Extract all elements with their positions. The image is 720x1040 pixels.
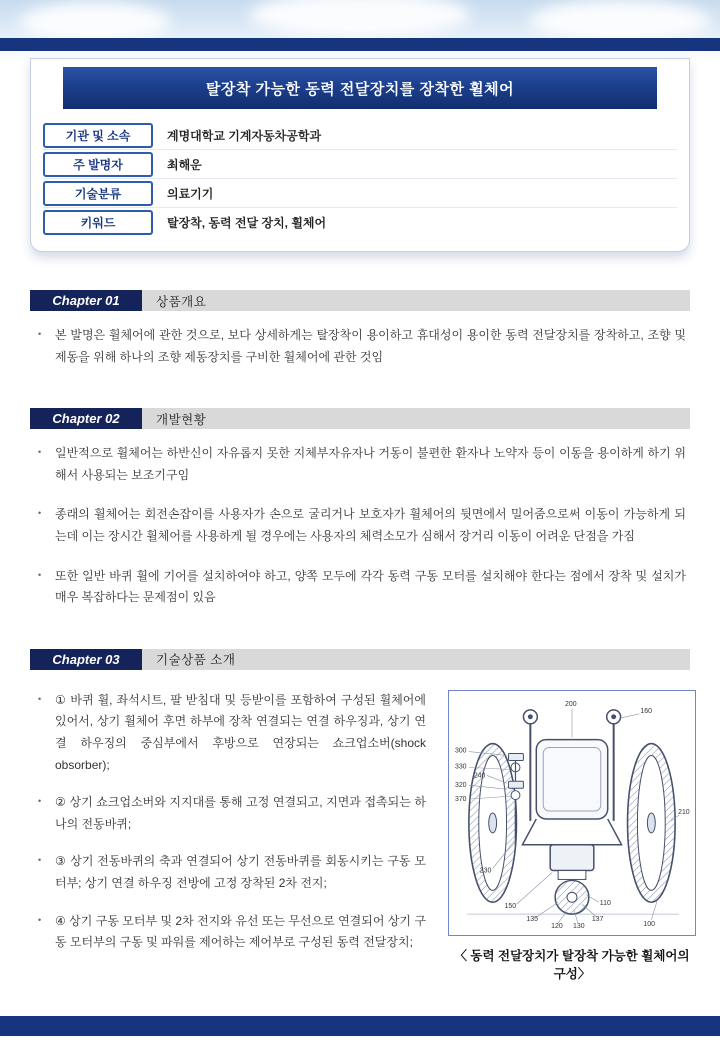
info-table bbox=[31, 109, 689, 237]
figure-ref-label: 240 bbox=[473, 772, 486, 780]
figure-ref-label: 300 bbox=[454, 747, 467, 755]
chapter-03-tag: Chapter 03 bbox=[30, 649, 142, 670]
chapter-02-title: 개발현황 bbox=[142, 408, 690, 429]
patent-drawing bbox=[448, 690, 696, 936]
chapter-02-bullet-2: • 종래의 휠체어는 회전손잡이를 사용자가 손으로 굴리거나 보호자가 휠체어의 뒷면에서 밀어줌으로써 이동이 가능하게 되는데 이는 장시간 휠체어를 사용하게 될 경우에는 사용자의 체력소모가 심해서 장거리 이동이 어려운 단점을 가짐 bbox=[38, 504, 686, 547]
bullet-icon: • bbox=[38, 329, 42, 339]
figure-ref-label: 120 bbox=[551, 922, 563, 930]
chapter-01-bullet-1: • 본 발명은 휠체어에 관한 것으로, 보다 상세하게는 탈장착이 용이하고 휴대성이 용이한 동력 전달장치를 장착하고, 조향 및 제동을 위해 하나의 조향 제동장치를 구비한 휠체어에 관한 것임 bbox=[38, 325, 686, 368]
wheelchair-diagram bbox=[452, 694, 692, 932]
figure-ref-label: 130 bbox=[572, 922, 585, 930]
info-value-inventor: 최해운 bbox=[167, 157, 202, 172]
chapter-01-header bbox=[30, 290, 690, 311]
figure-ref-label: 150 bbox=[504, 902, 517, 910]
info-value-keywords: 탈장착, 동력 전달 장치, 휠체어 bbox=[167, 216, 327, 230]
page-title: 탈장착 가능한 동력 전달장치를 장착한 휠체어 bbox=[63, 67, 657, 109]
figure-ref-label: 320 bbox=[454, 781, 467, 789]
chapter-02-header bbox=[30, 408, 690, 429]
chapter-02-bullet-1: • 일반적으로 휠체어는 하반신이 자유롭지 못한 지체부자유자나 거동이 불편한 환자나 노약자 등이 이동을 용이하게 하기 위해서 사용되는 보조기구임 bbox=[38, 443, 686, 486]
info-label-keywords: 키워드 bbox=[43, 210, 153, 235]
info-row-category bbox=[43, 179, 677, 208]
figure-ref-label: 370 bbox=[454, 795, 467, 803]
chapter-03-bullet-1: • ① 바퀴 휠, 좌석시트, 팔 받침대 및 등받이를 포함하여 구성된 휠체어에 있어서, 상기 휠체어 후면 하부에 장착 연결되는 연결 하우징과, 상기 연결 하우징의 중심부에서 후방으로 연장되는 쇼크업소버(shock obsorber); bbox=[38, 690, 426, 776]
figure-ref-label: 110 bbox=[599, 899, 611, 907]
bullet-icon: • bbox=[38, 508, 42, 519]
bullet-icon: • bbox=[38, 855, 42, 866]
info-label-affiliation: 기관 및 소속 bbox=[43, 123, 153, 148]
figure-ref-label: 137 bbox=[591, 915, 604, 923]
chapter-03-content bbox=[30, 674, 692, 982]
info-row-affiliation bbox=[43, 121, 677, 150]
chapter-03-figure-column bbox=[434, 674, 696, 982]
info-label-category: 기술분류 bbox=[43, 181, 153, 206]
info-value-affiliation: 계명대학교 기계자동차공학과 bbox=[167, 128, 322, 143]
figure-ref-label: 100 bbox=[643, 920, 655, 928]
chapter-03-bullet-3: • ③ 상기 전동바퀴의 축과 연결되어 상기 전동바퀴를 회동시키는 구동 모터부; 상기 연결 하우징 전방에 고정 장착된 2차 전지; bbox=[38, 851, 426, 894]
info-label-inventor: 주 발명자 bbox=[43, 152, 153, 177]
figure-caption: 〈 동력 전달장치가 탈장착 가능한 휠체어의 구성〉 bbox=[454, 948, 690, 981]
bullet-icon: • bbox=[38, 796, 42, 807]
figure-ref-label: 160 bbox=[640, 707, 653, 715]
figure-ref-label: 230 bbox=[479, 867, 492, 875]
bullet-icon: • bbox=[38, 914, 42, 925]
bullet-icon: • bbox=[38, 693, 42, 704]
chapter-03-bullet-2: • ② 상기 쇼크업소버와 지지대를 통해 고정 연결되고, 지면과 접촉되는 하나의 전동바퀴; bbox=[38, 792, 426, 835]
chapter-01-title: 상품개요 bbox=[142, 290, 690, 311]
info-row-inventor bbox=[43, 150, 677, 179]
info-row-keywords bbox=[43, 208, 677, 237]
footer-bar bbox=[0, 1016, 720, 1036]
bullet-icon: • bbox=[38, 569, 42, 580]
header-card bbox=[30, 58, 690, 252]
chapter-03-text-column bbox=[30, 674, 434, 982]
chapter-03-bullet-4: • ④ 상기 구동 모터부 및 2차 전지와 유선 또는 무선으로 연결되어 상기 구동 모터부의 구동 및 파워를 제어하는 제어부로 구성된 동력 전달장치; bbox=[38, 911, 426, 954]
chapter-03-title: 기술상품 소개 bbox=[142, 649, 690, 670]
chapter-02-bullet-3: • 또한 일반 바퀴 휠에 기어를 설치하여야 하고, 양쪽 모두에 각각 동력 구동 모터를 설치해야 한다는 점에서 장착 및 설치가 매우 복잡하다는 문제점이 있음 bbox=[38, 566, 686, 609]
chapter-03-header bbox=[30, 649, 690, 670]
chapter-01-tag: Chapter 01 bbox=[30, 290, 142, 311]
figure-ref-label: 135 bbox=[526, 915, 538, 923]
figure-ref-label: 330 bbox=[454, 763, 467, 771]
bullet-icon: • bbox=[38, 447, 42, 458]
figure-ref-label: 200 bbox=[565, 700, 577, 708]
figure-ref-label: 210 bbox=[678, 808, 690, 816]
chapter-02-tag: Chapter 02 bbox=[30, 408, 142, 429]
info-value-category: 의료기기 bbox=[167, 186, 214, 201]
